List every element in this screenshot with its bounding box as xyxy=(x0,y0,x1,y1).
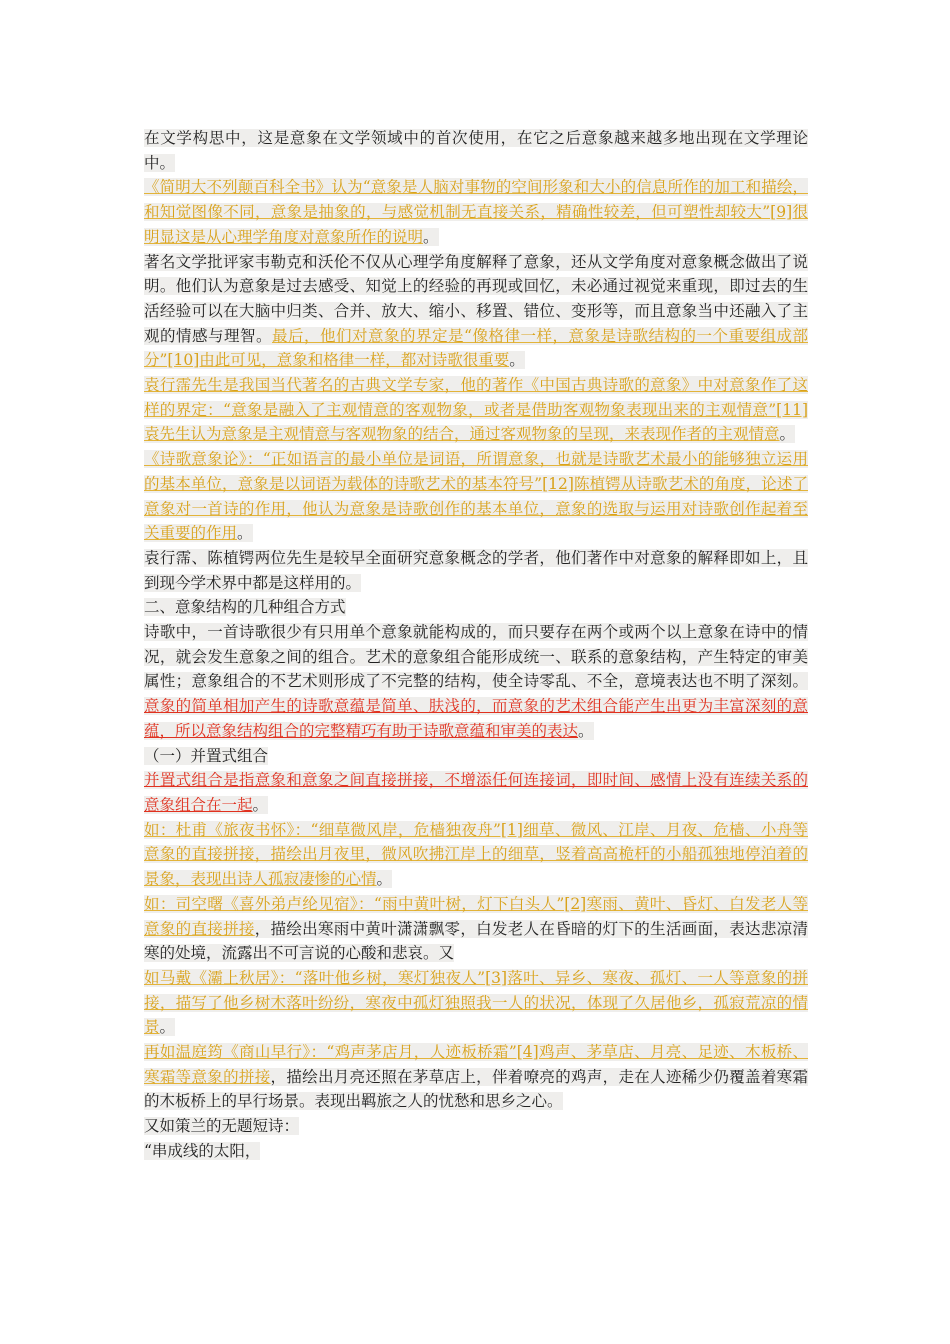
paragraph xyxy=(144,966,808,1040)
text-segment: 。 xyxy=(423,227,439,246)
paragraph xyxy=(144,126,808,175)
highlighted-annotation: 《简明大不列颠百科全书》认为“意象是人脑对事物的空间形象和大小的信息所作的加工和描绘，和知觉图像不同， xyxy=(144,178,808,222)
text-segment: 袁行霈、陈植锷两位先生是较早全面研究意象概念的学者，他们著作中对意象的解释即如上，且到现今学术界中都是这样用的。 xyxy=(144,548,808,592)
highlighted-annotation: 或者是借助客观物象表现出来的主观情意”[11]袁先生认为意象是主观情意与客观物象的结合，通过客观物象的呈现，来表现作者的主观情意 xyxy=(144,400,808,444)
highlighted-annotation: 《诗歌意象论》：“正如语言的最小单位是词语，所谓意象，也就是诗歌艺术最小的能够独立运用的基本单位， xyxy=(144,450,808,493)
highlighted-annotation: 再如温庭筠《商山早行》：“鸡声茅店月，人迹板桥霜”[4]鸡声、茅草店、月亮、足迹、木板桥、寒霜等意象的拼接 xyxy=(144,1043,808,1086)
paragraph xyxy=(144,620,808,744)
text-segment: ，描绘出月亮还照在茅草店上，伴着嘹亮的鸡声，走在人迹稀少仍覆盖着寒霜的木板桥上的早行场景。表现出羁旅之人的忧愁和思乡之心。 xyxy=(144,1067,808,1111)
highlighted-annotation: 意象是抽象的，与感觉机制无直接关系，精确性较差，但可塑性却较大”[9]很明显这是从心理学角度对意象所作的说明 xyxy=(144,203,808,246)
paragraph xyxy=(144,175,808,249)
subsection-heading xyxy=(144,744,808,769)
paragraph xyxy=(144,1114,808,1139)
paragraph xyxy=(144,447,808,546)
highlighted-annotation: 如：司空曙《喜外弟卢纶见宿》：“雨中黄叶树，灯下白头人”[2]寒雨、黄叶、昏灯、白发老人等意象的直接拼接 xyxy=(144,894,808,938)
section-heading xyxy=(144,595,808,620)
text-segment: 在文学构思中，这是意象在文学领域中的首次使用，在它之后意象越来越多地出现在文学理论中。 xyxy=(144,129,808,172)
highlighted-annotation: 如：杜甫《旅夜书怀》：“细草微风岸，危樯独夜舟”[1]细草、微风、江岸、月夜、危樯、小舟等意象的直接拼接， xyxy=(144,820,808,864)
paragraph xyxy=(144,1040,808,1114)
text-segment: 。 xyxy=(779,425,796,444)
highlighted-annotation: 描绘出月夜里，微风吹拂江岸上的细草，竖着高高桅杆的小船孤独地停泊着的景象，表现出诗人孤寂凄惨的心情 xyxy=(144,845,808,889)
text-segment: 又如策兰的无题短诗： xyxy=(144,1117,300,1136)
text-segment: 。 xyxy=(252,795,269,814)
text-segment: （一）并置式组合 xyxy=(144,746,269,765)
text-segment: 。 xyxy=(237,524,253,543)
highlighted-annotation: 意象的简单相加产生的诗歌意蕴是简单、肤浅的，而意象的艺术组合能产生出更为丰富深刻的意蕴，所以意象结构组合的完整精巧有助于诗歌意蕴和审美的表达 xyxy=(144,697,808,740)
text-segment: 。 xyxy=(578,721,594,740)
text-segment: “串成线的太阳， xyxy=(144,1141,261,1160)
highlighted-annotation: 他认为意象是诗歌创作的基本单位，意象的选取与运用对诗歌创作起着至关重要的作用 xyxy=(144,499,808,543)
text-segment: 著名文学批评家韦勒克和沃伦不仅从心理学角度解释了意象，还从文学角度对意象概念做出了说明。他们认为意象是过去感受、知觉上的经验的再现或回忆，未必通过视觉来重现，即过去的生活经验可以在大脑中归类、合并、放大、缩小、移置、错位、变形等，而且意象当中还融入了主观的情感与理智。 xyxy=(144,252,808,345)
paragraph xyxy=(144,250,808,374)
paragraph xyxy=(144,818,808,892)
highlighted-annotation: 最后，他们对意象的界定是“像格律一样，意象是诗歌结构的一个重要组成部分”[10]由此可见，意象和格律一样，都对诗歌很重要 xyxy=(144,326,808,370)
text-segment: ，描绘出寒雨中黄叶潇潇飘零，白发老人在昏暗的灯下的生活画面，表达悲凉清寒的处境，流露出不可言说的心酸和悲哀。又 xyxy=(144,919,808,963)
document-body xyxy=(144,126,808,1164)
highlighted-annotation: 如马戴《灞上秋居》：“落叶他乡树，寒灯独夜人”[3]落叶、异乡、寒夜、孤灯、一人等意象的拼接，描写了他乡树木落叶纷纷，寒夜中孤灯独照我一人的状况，体现了久居他乡，孤寂荒凉的情景 xyxy=(144,968,808,1037)
paragraph xyxy=(144,1139,808,1164)
paragraph xyxy=(144,373,808,447)
paragraph xyxy=(144,546,808,595)
text-segment: 诗歌中，一首诗歌很少有只用单个意象就能构成的，而只要存在两个或两个以上意象在诗中的情况，就会发生意象之间的组合。艺术的意象组合能形成统一、联系的意象结构，产生特定的审美属性；意象组合的不艺术则形成了不完整的结构，使全诗零乱、不全，意境表达也不明了深刻。 xyxy=(144,623,808,691)
paragraph xyxy=(144,892,808,966)
highlighted-annotation: 袁行霈先生是我国当代著名的古典文学专家，他的著作《中国古典诗歌的意象》中对意象作了这样的界定：“意象是融入了主观情意的客观物象， xyxy=(144,376,808,419)
text-segment: 。 xyxy=(376,870,393,889)
text-segment: 。 xyxy=(509,351,525,370)
text-segment: 。 xyxy=(159,1018,176,1037)
text-segment: 二、意象结构的几种组合方式 xyxy=(144,598,346,617)
paragraph xyxy=(144,768,808,817)
highlighted-annotation: 意象是以词语为载体的诗歌艺术的基本符号”[12]陈植锷从诗歌艺术的角度，论述了意象对一首诗的作用， xyxy=(144,474,808,518)
highlighted-annotation: 并置式组合是指意象和意象之间直接拼接，不增添任何连接词，即时间、感情上没有连续关系的意象组合在一起 xyxy=(144,771,808,814)
